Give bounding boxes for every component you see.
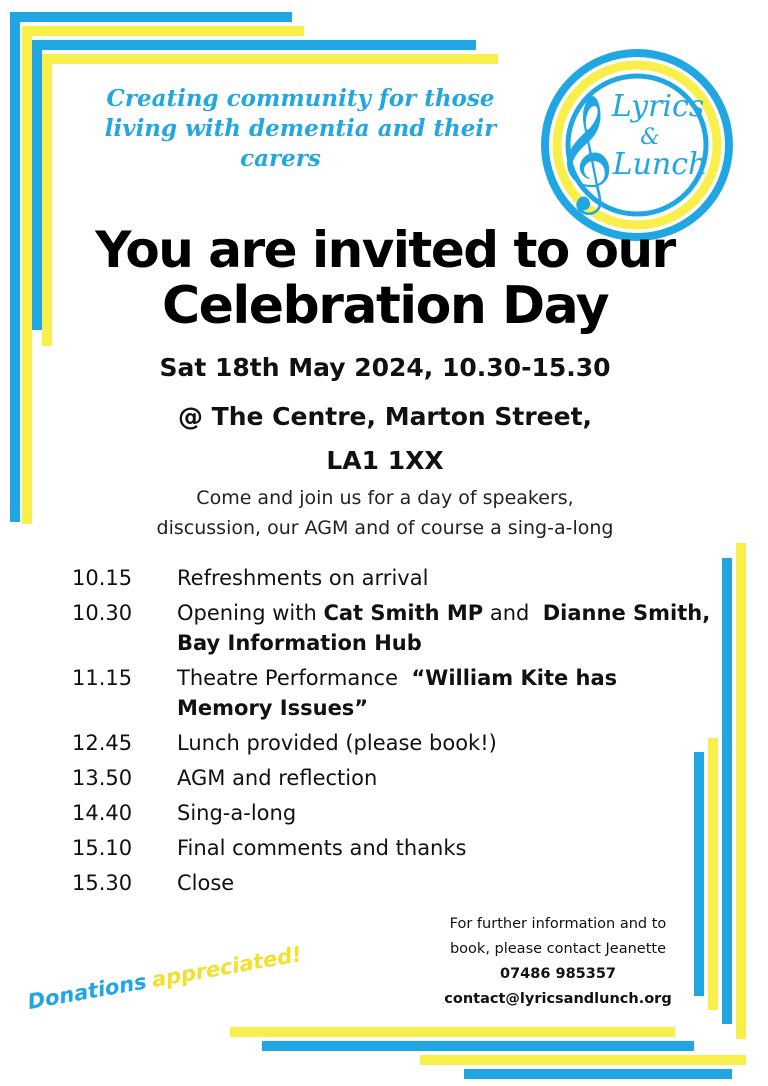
- frame-bar: [10, 12, 292, 22]
- frame-bar: [262, 1041, 694, 1051]
- frame-bar: [22, 26, 32, 524]
- schedule-text: Lunch provided (please book!): [177, 731, 497, 755]
- schedule-item: [72, 798, 712, 828]
- schedule-text-part: Theatre Performance: [177, 666, 412, 690]
- schedule-text: AGM and reflection: [177, 766, 378, 790]
- event-date: Sat 18th May 2024, 10.30-15.30: [159, 353, 611, 382]
- schedule-time: 15.30: [72, 871, 133, 895]
- schedule-list: [72, 563, 712, 903]
- schedule-time: 11.15: [72, 666, 133, 690]
- contact-line: For further information and to: [449, 916, 667, 932]
- appreciated-word: appreciated!: [150, 942, 304, 993]
- schedule-time: 14.40: [72, 801, 133, 825]
- donations-note: [26, 942, 304, 1014]
- frame-bar: [42, 54, 498, 64]
- schedule-time: 10.30: [72, 601, 133, 625]
- schedule-time: 12.45: [72, 731, 133, 755]
- speaker-name: Dianne Smith, Bay Information Hub: [177, 601, 711, 655]
- schedule-text-part: and: [483, 601, 543, 625]
- donations-word: Donations: [25, 969, 149, 1014]
- schedule-item: [72, 598, 712, 658]
- schedule-text: Close: [177, 871, 235, 895]
- logo-ampersand: &: [640, 125, 660, 150]
- title-line: Celebration Day: [161, 276, 609, 336]
- schedule-text: Final comments and thanks: [177, 836, 467, 860]
- frame-bar: [230, 1027, 675, 1037]
- speaker-name: Cat Smith MP: [323, 601, 484, 625]
- schedule-item: [72, 663, 712, 723]
- schedule-item: [72, 833, 712, 863]
- frame-bar: [420, 1055, 746, 1065]
- lyrics-and-lunch-logo: [538, 46, 736, 244]
- schedule-time: 15.10: [72, 836, 133, 860]
- tagline-line: Creating community for those: [106, 85, 495, 112]
- venue-address: @ The Centre, Marton Street,: [177, 402, 593, 431]
- frame-bar: [10, 12, 20, 522]
- contact-info: [418, 912, 698, 1012]
- svg-text:𝄞: 𝄞: [555, 93, 615, 210]
- intro-line: Come and join us for a day of speakers,: [196, 487, 574, 509]
- schedule-text: Refreshments on arrival: [177, 566, 429, 590]
- logo-word-lunch: Lunch: [612, 147, 708, 182]
- tagline: [78, 84, 523, 174]
- schedule-item: [72, 763, 712, 793]
- logo-word-lyrics: Lyrics: [611, 89, 705, 124]
- frame-bar: [32, 40, 476, 50]
- contact-line: book, please contact Jeanette: [449, 941, 667, 957]
- page-title: [40, 222, 730, 334]
- frame-bar: [722, 558, 732, 1024]
- intro-line: discussion, our AGM and of course a sing-a-long: [156, 517, 614, 539]
- logo-graphic: [538, 46, 736, 244]
- title-line: You are invited to our: [95, 221, 675, 279]
- schedule-text: [177, 598, 712, 658]
- performance-title: “William Kite has Memory Issues”: [177, 666, 618, 720]
- schedule-text-part: Opening with: [177, 601, 324, 625]
- schedule-time: 10.15: [72, 566, 133, 590]
- schedule-item: [72, 728, 712, 758]
- tagline-line: living with dementia and their: [104, 115, 497, 142]
- frame-bar: [464, 1069, 732, 1079]
- frame-bar: [736, 543, 746, 1039]
- contact-phone: 07486 985357: [499, 966, 617, 982]
- schedule-text: Sing-a-long: [177, 801, 297, 825]
- treble-clef-icon: [555, 93, 614, 215]
- tagline-line: carers: [240, 145, 321, 172]
- venue-postcode: LA1 1XX: [326, 446, 444, 475]
- event-intro: [60, 483, 710, 543]
- contact-email: contact@lyricsandlunch.org: [444, 991, 672, 1007]
- schedule-text: [177, 663, 712, 723]
- schedule-time: 13.50: [72, 766, 133, 790]
- frame-bar: [22, 26, 304, 36]
- schedule-item: [72, 563, 712, 593]
- schedule-item: [72, 868, 712, 898]
